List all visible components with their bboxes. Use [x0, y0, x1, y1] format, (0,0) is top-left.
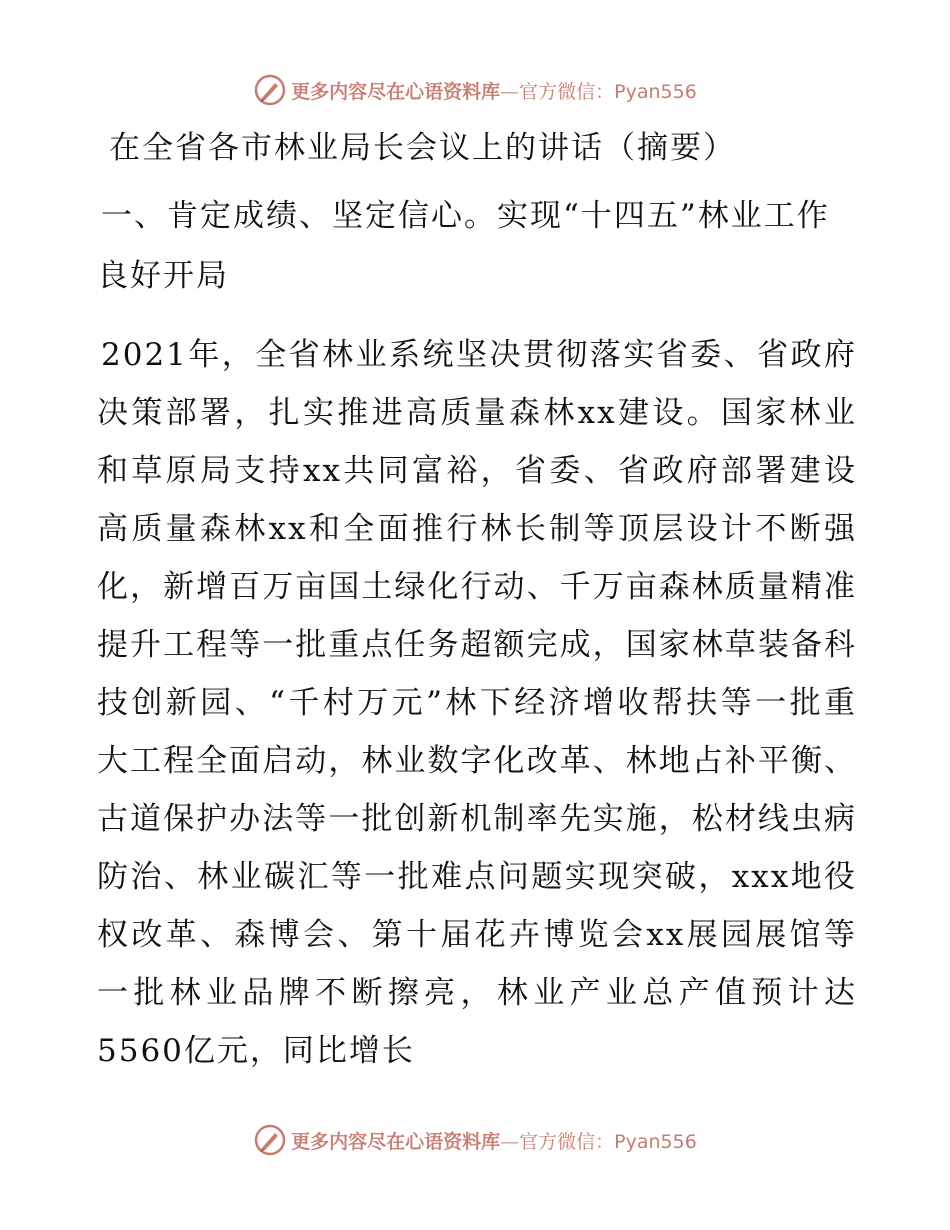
- watermark-contact: 官方微信：Pyan556: [519, 80, 697, 103]
- footer-watermark: [0, 1120, 950, 1160]
- header-watermark: [0, 70, 950, 110]
- document-body: [97, 122, 857, 1080]
- watermark-brand: 更多内容尽在心语资料库: [291, 1130, 501, 1153]
- watermark-separator: —: [500, 80, 520, 103]
- document-title: 在全省各市林业局长会议上的讲话（摘要）: [109, 130, 736, 166]
- pen-circle-logo-icon: [253, 73, 287, 107]
- section-heading: 一、肯定成绩、坚定信心。实现“十四五”林业工作良好开局: [97, 198, 830, 294]
- watermark-text: [291, 1127, 697, 1154]
- watermark-brand: 更多内容尽在心语资料库: [291, 80, 501, 103]
- watermark-separator: —: [500, 1130, 520, 1153]
- pen-circle-logo-icon: [253, 1123, 287, 1157]
- body-paragraph: 2021年，全省林业系统坚决贯彻落实省委、省政府决策部署，扎实推进高质量森林xx建设。国家林业和草原局支持xx共同富裕，省委、省政府部署建设高质量森林xx和全面推行林长制等顶层设计不断强化，新增百万亩国土绿化行动、千万亩森林质量精准提升工程等一批重点任务超额完成，国家林草装备科技创新园、“千村万元”林下经济增收帮扶等一批重大工程全面启动，林业数字化改革、林地占补平衡、古道保护办法等一批创新机制率先实施，松材线虫病防治、林业碳汇等一批难点问题实现突破，xxx地役权改革、森博会、第十届花卉博览会xx展园展馆等一批林业品牌不断擦亮，林业产业总产值预计达5560亿元，同比增长: [97, 337, 857, 1069]
- watermark-text: [291, 77, 697, 104]
- watermark-contact: 官方微信：Pyan556: [519, 1130, 697, 1153]
